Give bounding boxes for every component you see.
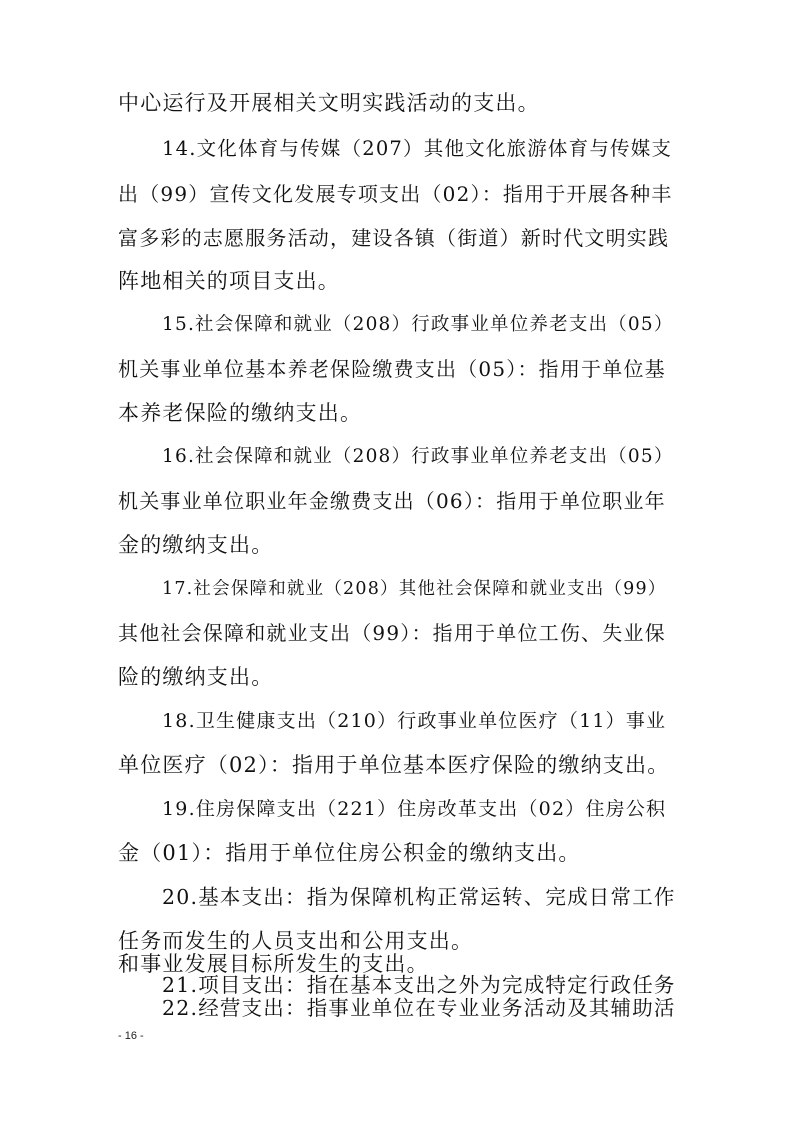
- text-line: 出（99）宣传文化发展专项支出（02）：指用于开展各种丰: [118, 182, 673, 206]
- text-line: 其他社会保障和就业支出（99）：指用于单位工伤、失业保: [118, 621, 666, 645]
- text-line: 15.社会保障和就业（208）行政事业单位养老支出（05）: [162, 314, 674, 335]
- text-line: 金（01）：指用于单位住房公积金的缴纳支出。: [118, 841, 581, 865]
- text-line: 20.基本支出：指为保障机构正常运转、完成日常工作: [162, 885, 676, 909]
- text-line: 单位医疗（02）：指用于单位基本医疗保险的缴纳支出。: [118, 753, 670, 777]
- text-line: 阵地相关的项目支出。: [118, 269, 340, 293]
- text-line: 17.社会保障和就业（208）其他社会保障和就业支出（99）: [162, 579, 667, 599]
- text-line: 机关事业单位职业年金缴费支出（06）：指用于单位职业年: [118, 489, 666, 513]
- text-line: 中心运行及开展相关文明实践活动的支出。: [118, 91, 540, 115]
- text-line: 14.文化体育与传媒（207）其他文化旅游体育与传媒支: [162, 137, 673, 160]
- text-line: 16.社会保障和就业（208）行政事业单位养老支出（05）: [162, 446, 674, 467]
- text-line: 18.卫生健康支出（210）行政事业单位医疗（11）事业: [162, 710, 667, 732]
- text-line: 机关事业单位基本养老保险缴费支出（05）：指用于单位基: [118, 357, 666, 381]
- text-line: 任务而发生的人员支出和公用支出。: [118, 929, 474, 953]
- page-number: - 16 -: [118, 1030, 144, 1042]
- text-line: 和事业发展目标所发生的支出。: [118, 952, 429, 976]
- text-line: 险的缴纳支出。: [118, 665, 274, 689]
- text-line: 金的缴纳支出。: [118, 533, 274, 557]
- text-line: 本养老保险的缴纳支出。: [118, 401, 363, 425]
- text-line: 19.住房保障支出（221）住房改革支出（02）住房公积: [162, 798, 667, 820]
- text-line: 富多彩的志愿服务活动，建设各镇（街道）新时代文明实践: [118, 226, 670, 250]
- text-line: 22.经营支出：指事业单位在专业业务活动及其辅助活: [162, 996, 676, 1020]
- text-line: 21.项目支出：指在基本支出之外为完成特定行政任务: [162, 973, 676, 997]
